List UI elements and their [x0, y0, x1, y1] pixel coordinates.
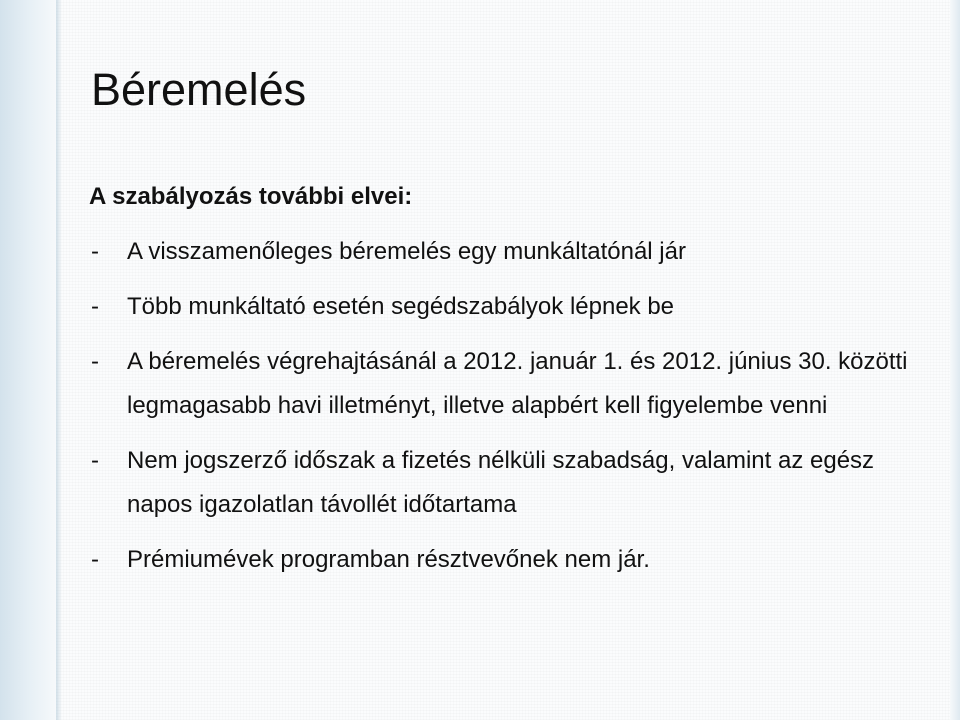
slide-content [89, 175, 929, 593]
bullet-dash: - [91, 293, 99, 320]
bullet-item-1 [89, 230, 929, 274]
bullet-item-2 [89, 285, 929, 329]
bullet-text: Prémiumévek programban résztvevőnek nem jár. [127, 546, 650, 573]
slide-subtitle: A szabályozás további elvei: [89, 183, 413, 210]
bullet-item-5 [89, 538, 929, 582]
bullet-dash: - [91, 447, 99, 474]
bullet-text: A béremelés végrehajtásánál a 2012. január 1. és 2012. június 30. közötti legmagasabb havi illetményt, illetve alapbért kell figyelembe venni [127, 348, 908, 419]
bullet-text: Több munkáltató esetén segédszabályok lépnek be [127, 293, 675, 320]
bullet-dash: - [91, 238, 99, 265]
left-band-edge [56, 0, 62, 720]
slide-title: Béremelés [91, 64, 307, 115]
bullet-dash: - [91, 348, 99, 375]
bullet-text: Nem jogszerző időszak a fizetés nélküli szabadság, valamint az egész napos igazolatlan távollét időtartama [127, 447, 875, 518]
bullet-dash: - [91, 546, 99, 573]
bullet-item-3 [89, 340, 929, 428]
right-decorative-band [950, 0, 960, 720]
bullet-item-4 [89, 439, 929, 527]
bullet-text: A visszamenőleges béremelés egy munkáltatónál jár [127, 238, 686, 265]
left-decorative-band [0, 0, 56, 720]
